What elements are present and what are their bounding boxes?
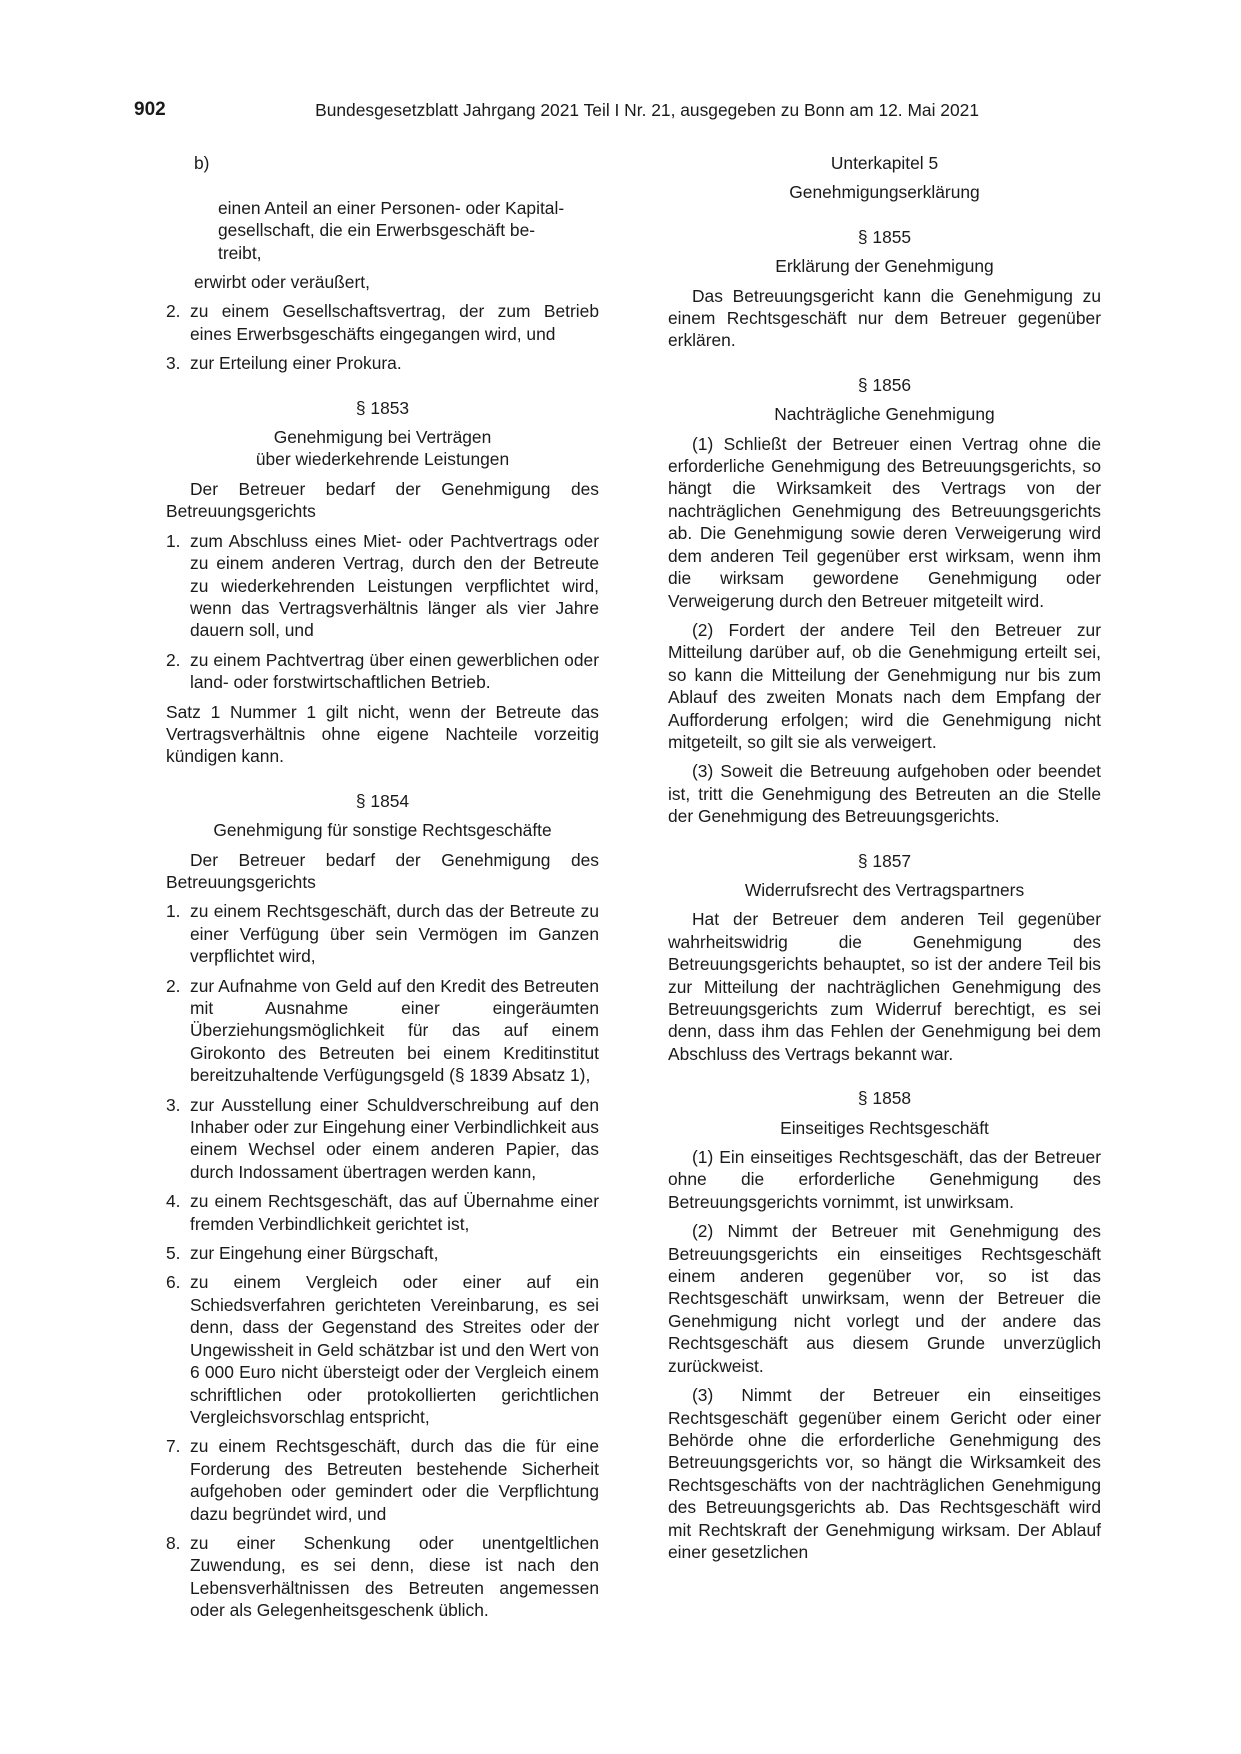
item-number: 3. [166,353,181,374]
list-item-3 [166,352,599,374]
section-number-1854: § 1854 [355,790,410,811]
section-intro-1853: Der Betreuer bedarf der Genehmigung des Betreuungsgerichts [166,478,599,522]
section-title-1857: Widerrufsrecht des Vertragspartners [744,879,1025,900]
list-item-2 [166,300,599,345]
item-continuation: erwirbt oder veräußert, [194,272,370,293]
list-item-1854-2 [166,975,599,1087]
paragraph-1858-3: (3) Nimmt der Betreuer ein einseitiges Rechtsgeschäft gegenüber einem Gericht oder einer Behörde ohne die erforderliche Genehmigung des Betreuungsgerichts vor, so hängt die Wirksamkeit des Rechtsgeschäfts von der nachträglichen Genehmigung des Betreuungsgerichts ab. Das Rechtsgeschäft wird mit Rechtskraft der Genehmigung wirksam. Der Ablauf einer gesetzlichen [668,1385,1101,1562]
right-column [668,152,1101,1563]
list-item-1854-3 [166,1094,599,1184]
paragraph-1858-1: (1) Ein einseitiges Rechtsgeschäft, das der Betreuer ohne die erforderliche Genehmigung des Betreuungsgerichts vornimmt, ist unwirksam. [668,1147,1101,1212]
list-item-1854-6 [166,1271,599,1428]
page-number: 902 [134,99,166,120]
item-text: zu einer Schenkung oder unentgeltlichen Zuwendung, es sei denn, diese ist nach den Lebensverhältnissen des Betreuten angemessen oder als Gelegenheitsgeschenk üblich. [190,1532,599,1621]
item-number: 5. [166,1243,181,1264]
paragraph-1856-1: (1) Schließt der Betreuer einen Vertrag ohne die erforderliche Genehmigung des Betreuungsgerichts, so hängt die Wirksamkeit des Vertrags von der nachträglichen Genehmigung des Betreuungsgerichts ab. Die Genehmigung sowie deren Verweigerung wird dem anderen Teil gegenüber erst wirksam, wenn ihm die wirksam gewordene Genehmigung oder Verweigerung durch den Betreuer mitgeteilt wird. [668,433,1101,611]
item-number: 1. [166,901,181,922]
section-text-1857: Hat der Betreuer dem anderen Teil gegenüber wahrheitswidrig die Genehmigung des Betreuungsgerichts behauptet, so ist der andere Teil bis zur Mitteilung der nachträglichen Genehmigung des Betreuungsgerichts zum Widerruf berechtigt, es sei denn, dass ihm das Fehlen der Genehmigung bei dem Abschluss des Vertrags bekannt war. [668,909,1101,1064]
list-item-1854-7 [166,1435,599,1525]
section-text-1855: Das Betreuungsgericht kann die Genehmigung zu einem Rechtsgeschäft nur dem Betreuer gegenüber erklären. [668,285,1101,351]
item-text: zu einem Gesellschaftsvertrag, der zum Betrieb eines Erwerbsgeschäfts eingegangen wird, und [190,301,599,344]
section-number-1856: § 1856 [857,374,912,395]
paragraph-1858-2: (2) Nimmt der Betreuer mit Genehmigung des Betreuungsgerichts ein einseitiges Rechtsgeschäft einem anderen gegenüber vor, so ist das Rechtsgeschäft unwirksam, wenn der Betreuer die Genehmigung nicht vorlegt und der andere das Rechtsgeschäft aus diesem Grunde unverzüglich zurückweist. [668,1221,1101,1376]
paragraph-1856-3: (3) Soweit die Betreuung aufgehoben oder beendet ist, tritt die Genehmigung des Betreuten an die Stelle der Genehmigung des Betreuungsgerichts. [668,761,1101,827]
item-number: 8. [166,1532,181,1553]
section-number-1855: § 1855 [857,226,912,247]
item-text: zu einem Rechtsgeschäft, das auf Übernahme einer fremden Verbindlichkeit gerichtet ist, [190,1191,599,1234]
section-closing-1853: Satz 1 Nummer 1 gilt nicht, wenn der Betreute das Vertragsverhältnis ohne eigene Nachteile vorzeitig kündigen kann. [166,701,599,767]
section-number-1857: § 1857 [857,850,912,871]
item-text: zu einem Rechtsgeschäft, durch das der Betreute zu einer Verfügung über sein Vermögen im Ganzen verpflichtet wird, [190,901,599,967]
item-number: 7. [166,1436,181,1457]
section-intro-1854: Der Betreuer bedarf der Genehmigung des Betreuungsgerichts [166,849,599,892]
list-item-b [194,152,599,264]
item-text: zur Aufnahme von Geld auf den Kredit des Betreuten mit Ausnahme einer eingeräumten Überziehungsmöglichkeit für das auf einem Girokonto des Betreuten bei einem Kreditinstitut bereitzuhaltende Verfügungsgeld (§ 1839 Absatz 1), [190,975,599,1086]
item-marker: b) [194,153,210,173]
list-item-1854-4 [166,1190,599,1235]
item-text: zur Erteilung einer Prokura. [190,353,402,374]
subchapter-label: Unterkapitel 5 [830,153,939,173]
section-title-1856: Nachträgliche Genehmigung [774,404,995,425]
item-text: zu einem Vergleich oder einer auf ein Schiedsverfahren gerichteten Vereinbarung, es sei denn, dass der Gegenstand des Streites oder der Ungewissheit in Geld schätzbar ist und den Wert von 6 000 Euro nicht übersteigt oder der Vergleich einem schriftlichen oder protokollierten gerichtlichen Vergleichsvorschlag entspricht, [190,1272,599,1427]
item-number: 2. [166,301,181,322]
list-item-1853-2 [166,649,599,694]
left-column [166,152,599,1622]
list-item-1854-1 [166,900,599,967]
item-text: zur Ausstellung einer Schuldverschreibung auf den Inhaber oder zur Eingehung einer Verbindlichkeit aus einem Wechsel oder einem anderen Papier, das durch Indossament übertragen werden kann, [190,1094,599,1182]
item-number: 1. [166,530,181,551]
list-item-1853-1 [166,530,599,642]
item-text: zum Abschluss eines Miet- oder Pachtvertrags oder zu einem anderen Vertrag, durch den der Betreute zu wiederkehrenden Leistungen verpflichtet wird, wenn das Vertragsverhältnis länger als vier Jahre dauern soll, und [190,530,599,641]
item-number: 4. [166,1191,181,1212]
item-number: 2. [166,975,181,996]
list-item-1854-5 [166,1242,599,1264]
item-text: zu einem Rechtsgeschäft, durch das die für eine Forderung des Betreuten bestehende Sicherheit aufgehoben oder gemindert oder die Verpflichtung dazu begründet wird, und [190,1436,599,1524]
section-title-1853: Genehmigung bei Verträgen über wiederkehrende Leistungen [255,427,510,470]
running-title: Bundesgesetzblatt Jahrgang 2021 Teil I Nr. 21, ausgegeben zu Bonn am 12. Mai 2021 [315,100,979,120]
item-text: einen Anteil an einer Personen- oder Kapital- gesellschaft, die ein Erwerbsgeschäft be- treibt, [218,197,565,263]
subchapter-title: Genehmigungserklärung [789,182,980,203]
list-item-1854-8 [166,1532,599,1622]
item-text: zu einem Pachtvertrag über einen gewerblichen oder land- oder forstwirtschaftlichen Betrieb. [190,649,599,693]
item-number: 6. [166,1272,181,1293]
section-title-1858: Einseitiges Rechtsgeschäft [780,1117,989,1138]
page-header [134,99,979,125]
paragraph-1856-2: (2) Fordert der andere Teil den Betreuer zur Mitteilung darüber auf, ob die Genehmigung erteilt sei, so kann die Mitteilung der Genehmigung nur bis zum Ablauf des zweiten Monats nach dem Empfang der Aufforderung erfolgen; wird die Genehmigung nicht mitgeteilt, so gilt sie als verweigert. [668,619,1101,752]
item-text: zur Eingehung einer Bürgschaft, [190,1243,439,1264]
section-number-1858: § 1858 [857,1088,912,1109]
section-number-1853: § 1853 [355,397,410,418]
item-number: 3. [166,1094,181,1115]
section-title-1854: Genehmigung für sonstige Rechtsgeschäfte [213,820,552,841]
section-title-1855: Erklärung der Genehmigung [775,256,994,277]
item-number: 2. [166,649,181,670]
